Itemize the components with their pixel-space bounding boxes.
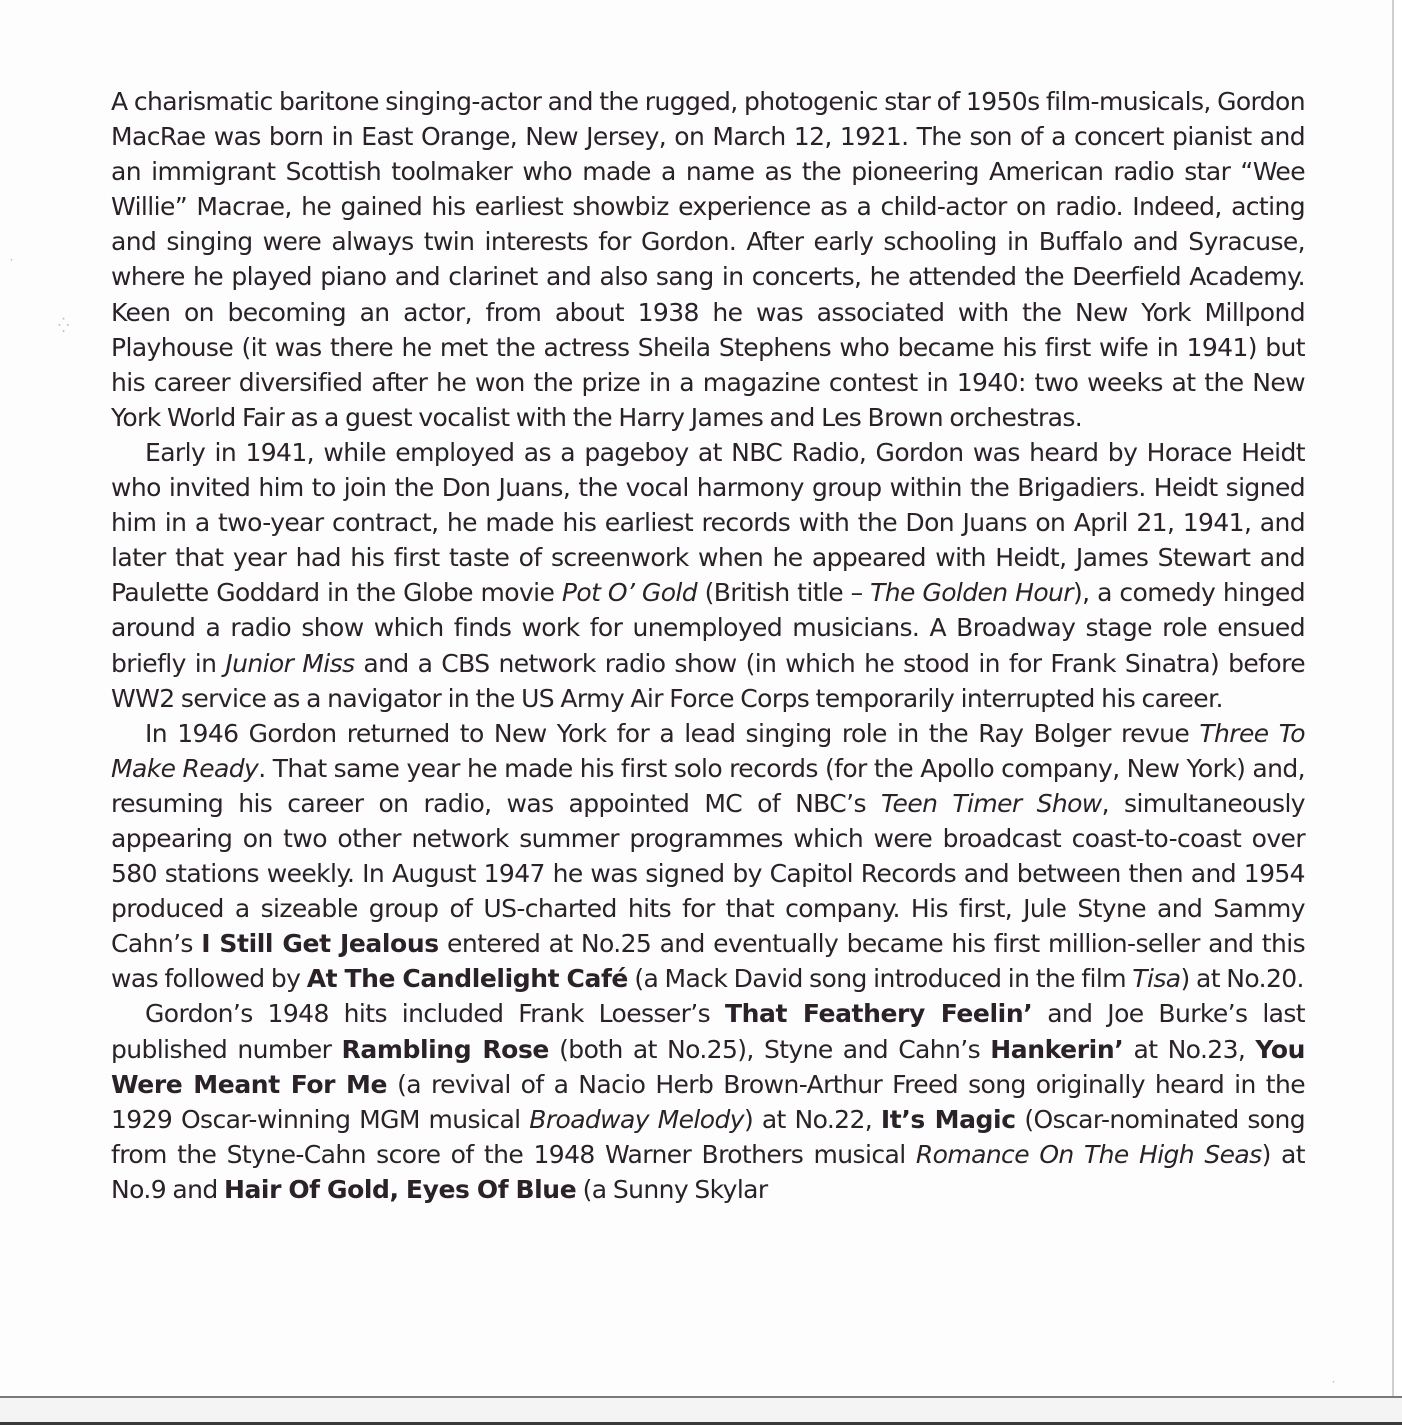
page-bottom-edge [0, 1396, 1402, 1425]
song-title: Hankerin’ [990, 1034, 1124, 1064]
text-run: In 1946 Gordon returned to New York for a lead singing role in the Ray Bolger revue [145, 718, 1200, 748]
song-title: That Feathery Feelin’ [724, 999, 1033, 1029]
text-run: (a Mack David song introduced in the film [627, 964, 1133, 994]
text-run: (British title – [697, 578, 871, 608]
text-run: ), a comedy hinged around a radio show which finds work for unemployed musicians. A Broadway stage role ensued briefly in [111, 578, 1305, 678]
text-run: at No.23, [1123, 1034, 1256, 1064]
paper-speck: ⁛ [58, 318, 70, 334]
paragraph-4 [111, 996, 1305, 1207]
song-title: Rambling Rose [341, 1034, 549, 1064]
paragraph-3 [111, 716, 1305, 997]
text-run: A charismatic baritone singing-actor and the rugged, photogenic star of 1950s film-musicals, Gordon MacRae was born in East Orange, New Jersey, on March 12, 1921. The son of a concert pianist and an immigrant Scottish toolmaker who made a name as the pioneering American radio star “Wee Willie” Macrae, he gained his earliest showbiz experience as a child-actor on radio. Indeed, acting and singing were always twin interests for Gordon. After early schooling in Buffalo and Syracuse, where he played piano and clarinet and also sang in concerts, he attended the Deerfield Academy. Keen on becoming an actor, from about 1938 he was associated with the New York Millpond Playhouse (it was there he met the actress Sheila Stephens who became his first wife in 1941) but his career diversified after he won the prize in a magazine contest in 1940: two weeks at the New York World Fair as a guest vocalist with the Harry James and Les Brown orchestras. [111, 87, 1305, 432]
text-run: Gordon’s 1948 hits included Frank Loesser’s [145, 999, 725, 1029]
song-title: I Still Get Jealous [201, 929, 439, 959]
text-run: (Oscar-nominated song from the Styne-Cahn score of the 1948 Warner Brothers musical [111, 1104, 1306, 1169]
body-text [111, 84, 1305, 1207]
text-run: (a Sunny Skylar [576, 1174, 768, 1204]
text-run: and a CBS network radio show (in which he stood in for Frank Sinatra) before WW2 service as a navigator in the US Army Air Force Corps temporarily interrupted his career. [111, 648, 1305, 713]
text-run: ) at No.9 and [111, 1139, 1305, 1204]
song-title: At The Candlelight Café [306, 964, 628, 994]
work-title: Three To Make Ready [111, 718, 1305, 783]
paragraph-1 [111, 84, 1305, 435]
work-title: Teen Timer Show [880, 788, 1102, 818]
paragraph-2 [111, 435, 1305, 716]
text-run: and Joe Burke’s last published number [111, 999, 1306, 1064]
work-title: Junior Miss [225, 648, 355, 678]
song-title: You Were Meant For Me [111, 1034, 1306, 1099]
text-run: (both at No.25), Styne and Cahn’s [548, 1034, 991, 1064]
work-title: The Golden Hour [870, 578, 1073, 608]
text-run: ) at No.22, [743, 1104, 881, 1134]
paper-speck: ˙ [8, 258, 15, 274]
text-run: ) at No.20. [1180, 964, 1304, 994]
song-title: It’s Magic [880, 1104, 1016, 1134]
text-run: entered at No.25 and eventually became his first million-seller and this was followed by [111, 929, 1305, 994]
song-title: Hair Of Gold, Eyes Of Blue [223, 1174, 577, 1204]
work-title: Tisa [1132, 964, 1181, 994]
text-run: (a revival of a Nacio Herb Brown-Arthur Freed song originally heard in the 1929 Oscar-winning MGM musical [111, 1069, 1305, 1134]
work-title: Broadway Melody [529, 1104, 744, 1134]
text-run: . That same year he made his first solo records (for the Apollo company, New York) and, resuming his career on radio, was appointed MC of NBC’s [111, 753, 1305, 818]
work-title: Pot O’ Gold [561, 578, 698, 608]
text-run: , simultaneously appearing on two other network summer programmes which were broadcast coast-to-coast over 580 stations weekly. In August 1947 he was signed by Capitol Records and between then and 1954 produced a sizeable group of US-charted hits for that company. His first, Jule Styne and Sammy Cahn’s [111, 788, 1306, 959]
work-title: Romance On The High Seas [915, 1139, 1262, 1169]
paper-speck: ˙ [1330, 1380, 1337, 1396]
text-run: Early in 1941, while employed as a pageboy at NBC Radio, Gordon was heard by Horace Heidt who invited him to join the Don Juans, the vocal harmony group within the Brigadiers. Heidt signed him in a two-year contract, he made his earliest records with the Don Juans on April 21, 1941, and later that year had his first taste of screenwork when he appeared with Heidt, James Stewart and Paulette Goddard in the Globe movie [111, 437, 1305, 608]
